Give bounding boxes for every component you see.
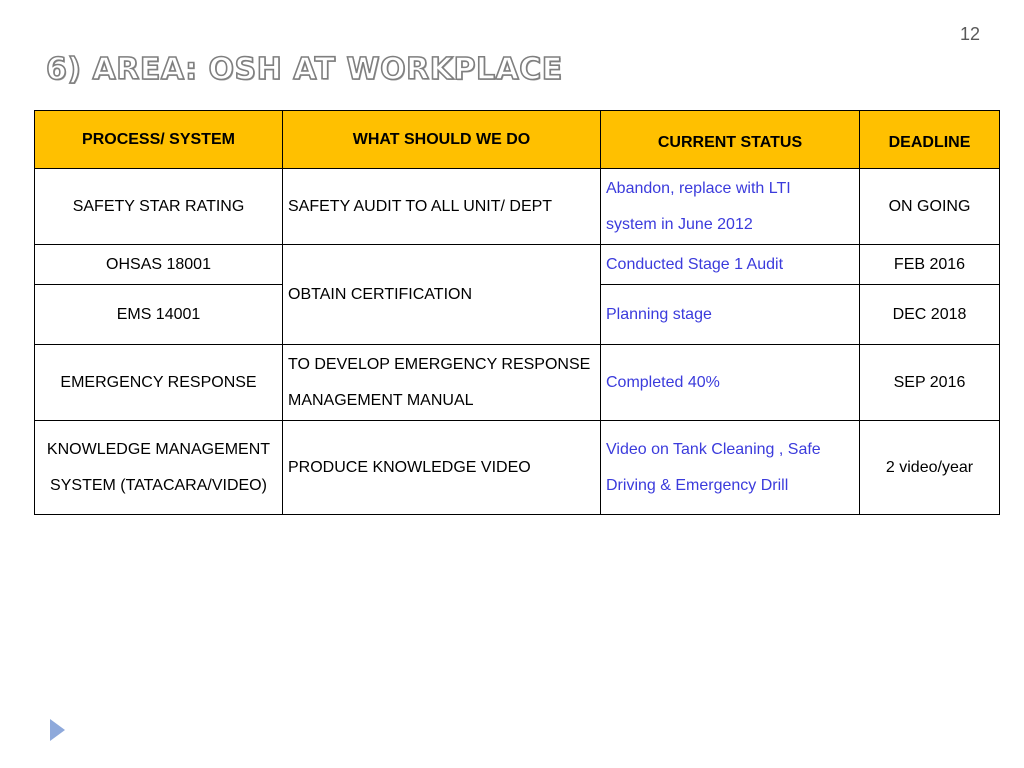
status-line: Driving & Emergency Drill bbox=[606, 476, 789, 494]
action-cell: PRODUCE KNOWLEDGE VIDEO bbox=[283, 421, 601, 515]
process-cell: EMS 14001 bbox=[35, 285, 283, 345]
action-cell bbox=[283, 345, 601, 421]
status-line: system in June 2012 bbox=[606, 215, 753, 233]
slide-title: 6) AREA: OSH AT WORKPLACE bbox=[46, 52, 563, 87]
process-line: SYSTEM (TATACARA/VIDEO) bbox=[50, 476, 267, 494]
header-process: PROCESS/ SYSTEM bbox=[35, 111, 283, 169]
process-cell: EMERGENCY RESPONSE bbox=[35, 345, 283, 421]
next-slide-arrow-icon[interactable] bbox=[50, 719, 65, 741]
deadline-cell: DEC 2018 bbox=[860, 285, 1000, 345]
action-cell: SAFETY AUDIT TO ALL UNIT/ DEPT bbox=[283, 169, 601, 245]
table-row bbox=[35, 345, 1000, 421]
status-line: Video on Tank Cleaning , Safe bbox=[606, 440, 821, 458]
status-cell: Completed 40% bbox=[601, 345, 860, 421]
table-row bbox=[35, 421, 1000, 515]
action-line: MANAGEMENT MANUAL bbox=[288, 391, 474, 409]
deadline-cell: FEB 2016 bbox=[860, 245, 1000, 285]
process-cell: OHSAS 18001 bbox=[35, 245, 283, 285]
table-row bbox=[35, 245, 1000, 285]
header-status: CURRENT STATUS bbox=[601, 111, 860, 169]
action-cell: OBTAIN CERTIFICATION bbox=[283, 245, 601, 345]
action-line: TO DEVELOP EMERGENCY RESPONSE bbox=[288, 355, 591, 373]
status-line: Abandon, replace with LTI bbox=[606, 179, 791, 197]
status-cell bbox=[601, 169, 860, 245]
process-cell: SAFETY STAR RATING bbox=[35, 169, 283, 245]
status-cell: Conducted Stage 1 Audit bbox=[601, 245, 860, 285]
table-row bbox=[35, 169, 1000, 245]
status-cell bbox=[601, 421, 860, 515]
table-header-row bbox=[35, 111, 1000, 169]
deadline-cell: SEP 2016 bbox=[860, 345, 1000, 421]
header-deadline: DEADLINE bbox=[860, 111, 1000, 169]
status-cell: Planning stage bbox=[601, 285, 860, 345]
page-number: 12 bbox=[959, 24, 980, 44]
deadline-cell: 2 video/year bbox=[860, 421, 1000, 515]
process-cell bbox=[35, 421, 283, 515]
header-action: WHAT SHOULD WE DO bbox=[283, 111, 601, 169]
process-line: KNOWLEDGE MANAGEMENT bbox=[46, 440, 271, 458]
deadline-cell: ON GOING bbox=[860, 169, 1000, 245]
osh-status-table bbox=[34, 110, 1000, 515]
